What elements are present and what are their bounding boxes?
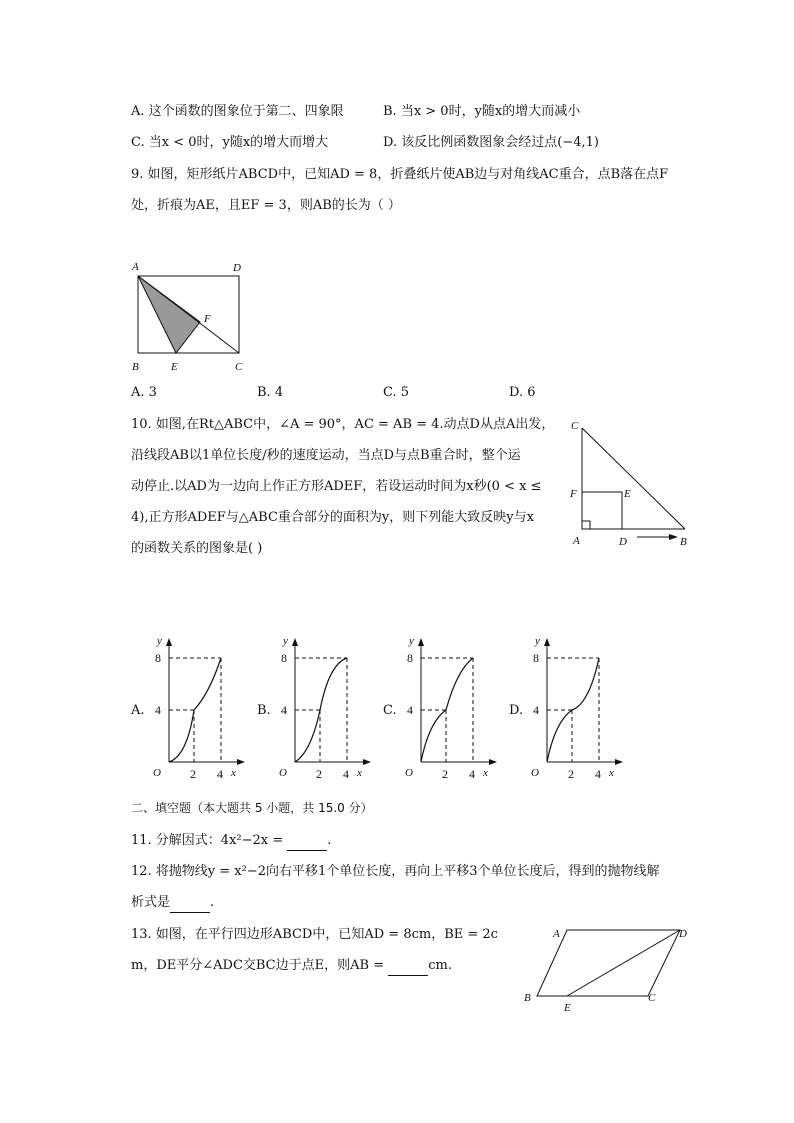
q10-graph-b-y-label: y	[283, 635, 288, 647]
q9-option-a: A. 3	[131, 385, 157, 400]
q10-triangle-figure	[563, 414, 698, 550]
q9-text-line1: 9. 如图，矩形纸片ABCD中，已知AD = 8，折叠纸片使AB边与对角线AC重合，点B落在点F	[131, 167, 669, 182]
q10-option-a-letter: A.	[131, 703, 145, 718]
q11-text	[131, 832, 331, 851]
q10-graph-c-x-tick-2: 2	[442, 767, 448, 780]
q10-text-line1: 10. 如图,在Rt△ABC中，∠A = 90°，AC = AB = 4.动点D从点A出发，	[131, 417, 555, 432]
q10-text-line2: 沿线段AB以1单位长度/秒的速度运动，当点D与点B重合时，整个运	[131, 448, 521, 463]
q13-label-d: D	[679, 928, 687, 940]
q9-label-c: C	[235, 361, 243, 373]
q10-graph-d-y-tick-4: 4	[533, 703, 539, 717]
q8-option-c: C. 当x < 0时，y随x的增大而增大	[131, 135, 329, 150]
q10-graph-b-x-tick-2: 2	[316, 767, 322, 780]
q11-text-before: 11. 分解因式：4x²−2x =	[131, 833, 288, 848]
q8-option-a: A. 这个函数的图象位于第二、四象限	[131, 104, 344, 119]
q10-text-line4: 4),正方形ADEF与△ABC重合部分的面积为y，则下列能大致反映y与x	[131, 510, 534, 525]
q10-graph-b	[273, 634, 385, 780]
q12-text-line2	[131, 894, 214, 913]
q9-option-b: B. 4	[257, 385, 284, 400]
q13-label-b: B	[524, 992, 531, 1004]
q13-text-line2	[131, 957, 452, 976]
q10-graph-a-y-tick-8: 8	[155, 651, 161, 665]
q10-option-c-letter: C.	[383, 703, 397, 718]
q10-graph-d-x-tick-4: 4	[595, 767, 601, 780]
q10-graph-d-y-label: y	[535, 635, 540, 647]
q10-graph-d-y-tick-8: 8	[533, 651, 539, 665]
q8-option-b: B. 当x > 0时，y随x的增大而减小	[383, 104, 581, 119]
q10-graph-d-x-tick-2: 2	[568, 767, 574, 780]
q10-graph-d-x-label: x	[609, 767, 614, 779]
q10-graph-a-y-tick-4: 4	[155, 703, 161, 717]
q10-graph-c	[399, 634, 511, 780]
q9-option-c: C. 5	[383, 385, 410, 400]
q10-label-b: B	[680, 536, 687, 548]
q10-graph-c-y-label: y	[409, 635, 414, 647]
q13-label-e: E	[564, 1002, 571, 1014]
q10-label-c: C	[571, 420, 579, 432]
q10-graph-d-origin: O	[531, 767, 539, 779]
q9-label-f: F	[204, 313, 211, 325]
q13-parallelogram-figure	[520, 920, 700, 1016]
q10-label-a: A	[573, 535, 580, 547]
q10-graph-b-x-label: x	[357, 767, 362, 779]
q9-rectangle-figure	[128, 258, 253, 376]
q10-label-e: E	[624, 488, 631, 500]
q10-text-line3: 动停止.以AD为一边向上作正方形ADEF，若设运动时间为x秒(0 < x ≤	[131, 479, 542, 494]
q10-graph-c-x-label: x	[483, 767, 488, 779]
q8-option-d: D. 该反比例函数图象会经过点(−4,1)	[383, 135, 599, 150]
q13-answer-blank[interactable]	[388, 957, 428, 976]
q10-graph-c-y-tick-8: 8	[407, 651, 413, 665]
q9-label-a: A	[132, 261, 139, 273]
q10-graph-d	[525, 634, 637, 780]
q10-graph-a	[147, 634, 259, 780]
q11-text-after: .	[327, 833, 332, 848]
q10-graph-c-x-tick-4: 4	[469, 767, 475, 780]
q10-graph-a-x-label: x	[231, 767, 236, 779]
q13-label-a: A	[553, 928, 560, 940]
q9-option-d: D. 6	[509, 385, 536, 400]
q13-text-before: m，DE平分∠ADC交BC边于点E，则AB =	[131, 958, 389, 973]
section-2-title: 二、填空题（本大题共 5 小题，共 15.0 分）	[131, 801, 373, 815]
q10-graph-c-origin: O	[405, 767, 413, 779]
q10-option-b-letter: B.	[257, 703, 271, 718]
q9-text-line2: 处，折痕为AE，且EF = 3，则AB的长为（ ）	[131, 198, 401, 213]
q13-label-c: C	[648, 992, 656, 1004]
q9-label-d: D	[233, 262, 241, 274]
q10-label-d: D	[619, 536, 627, 548]
q10-text-line5: 的函数关系的图象是( )	[131, 541, 263, 556]
q13-text-after: cm.	[428, 958, 452, 973]
q10-graph-b-y-tick-4: 4	[281, 703, 287, 717]
q10-graph-a-x-tick-4: 4	[217, 767, 223, 780]
q9-label-b: B	[132, 361, 139, 373]
q10-graph-a-origin: O	[153, 767, 161, 779]
q10-graph-a-y-label: y	[157, 635, 162, 647]
q12-text-line1: 12. 将抛物线y = x²−2向右平移1个单位长度，再向上平移3个单位长度后，得到的抛物线解	[131, 864, 660, 879]
q9-label-e: E	[171, 361, 178, 373]
q13-text-line1: 13. 如图，在平行四边形ABCD中，已知AD = 8cm，BE = 2c	[131, 927, 498, 942]
q12-text-after: .	[210, 895, 215, 910]
q10-option-d-letter: D.	[509, 703, 524, 718]
q10-graph-a-x-tick-2: 2	[190, 767, 196, 780]
q12-answer-blank[interactable]	[170, 894, 210, 913]
q11-answer-blank[interactable]	[287, 832, 327, 851]
q10-graph-c-y-tick-4: 4	[407, 703, 413, 717]
q10-label-f: F	[570, 488, 577, 500]
q12-text-before: 析式是	[131, 895, 171, 910]
q10-graph-b-y-tick-8: 8	[281, 651, 287, 665]
q10-graph-b-origin: O	[279, 767, 287, 779]
q10-graph-b-x-tick-4: 4	[343, 767, 349, 780]
